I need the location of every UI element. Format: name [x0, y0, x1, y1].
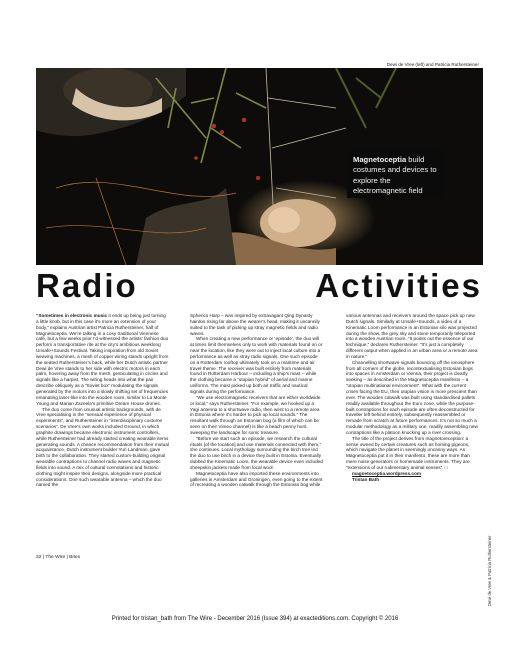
photo-credit: Dewi de Vree (left) and Patricia Ruthersteiner: [386, 62, 479, 67]
article-column-3: [346, 313, 479, 553]
paragraph: [346, 313, 479, 360]
photo-caption: [347, 148, 445, 198]
photo-caption-bold: Magnetoceptia: [353, 155, 407, 164]
headline-word-1: Radio: [36, 267, 138, 304]
paragraph: [190, 395, 323, 436]
article-column-1: [36, 313, 169, 553]
paragraph-lead: “Sometimes in electronic music: [36, 313, 108, 318]
paragraph: [190, 471, 323, 489]
paragraph: [190, 336, 323, 394]
paragraph: [36, 313, 169, 407]
paragraph: [346, 436, 479, 471]
article-headline: [36, 268, 482, 304]
paragraph-text: The duo come from unusual artistic backgrounds, with de Vree specialising in the “sensual experience of physical experiments”, and Ruthersteiner in “interdisciplinary costume scenarios”. De Vree’s own works included Ground, in which graphite drawings became electronic instrument controllers, while Ruthersteiner had already started creating wearable items generating sounds. A chance recommendation from their mutual acquaintance, Dutch instrument builder Yuri Landman, gave birth to the collaboration. They started custom-building original wearable contraptions to channel radio waves and magnetic fields into sound. A mix of cultural connotations and historic clothing might inspire their designs, alongside more practical considerations. One such wearable antenna – which the duo named the: [36, 406, 169, 488]
paragraph-text: it ends up being just turning a little knob, but in this case it’s more an extension of your body,” explains Austrian artist Patricia Ruthersteiner, half of Magnetoceptia. We’re talking in a cosy traditional Viennese café, but a few weeks prior I’d witnessed the artists’ fashion duo perform a transportative rite at the city’s ambitious weeklong Unsafe+Sounds Festival. Taking inspiration from old Soviet weaving machines, a mesh of copper wiring stands upright from the seated Ruthersteiner’s back, while her Dutch artistic partner Dewi de Vree stands to her side with electric motors in each palm, hovering away from the mesh, gesticulating in circles and signals like a harpist. The wiring heads into what the pair describe obliquely as a “Soviet box” modulating the signals generated by the motors into a slowly shifting set of frequencies emanating laser-like into the wooden room, similar to La Monte Young and Marian Zazeela’s primitive Dream House drones.: [36, 313, 169, 406]
paragraph: [346, 360, 479, 436]
article-column-2: [190, 313, 323, 553]
paragraph: [190, 436, 323, 471]
byline-line: [346, 477, 479, 483]
paragraph: [190, 313, 323, 336]
paragraph-text: When creating a new performance or ‘episode’, the duo will at times limit themselves only to work with materials found on or near the location, like they were out to inject local culture into a performance as well as stray radio signals. One such episode on a Rotterdam rooftop ultimately took on a maritime and air travel theme. The receiver was built entirely from materials found in Rotterdam Harbour – including a ship’s mast – while the clothing became a “utopian hybrid” of aerial and marine uniforms. The mast picked up both air traffic and nautical signals during the performance.: [190, 336, 323, 394]
paragraph-text: Channelling shortwave signals bouncing off the ionosphere from all corners of the globe, recontextualising Estonian bogs into spaces in Amsterdam or Vienna, their project is clearly seeking – as described in the Magnetoceptia manifesto – a “utopian multinational environment”. What with the current crises facing the EU, their utopian vision is more prescient than ever. The wooden catwalk was built using standardised pallets readily available throughout the Euro zone, while the purpose-built contraptions for each episode are often deconstructed for traveller left behind entirely, subsequently reassembled or remade from scratch at future performances. It’s not so much a modular methodology as a military one, readily assembling new contraptions like a platoon knocking up a river crossing.: [346, 359, 478, 435]
paragraph-text: The title of the project derives from magnetoreception: a sense owned by certain creatures such as homing pigeons, which navigate the planet in seemingly uncanny ways. As Magnetoceptia put it in their manifesto, these are more than mere noise generators or homemade instruments. They are “extensions of our rudimentary animal senses”. □: [346, 435, 470, 470]
paragraph-text: various antennas and receivers around the space pick up new Dutch signals. Similarly at Unsafe+Sounds, a video of a Kinematic Loom performance in an Estonian silo was projected during the show, the grey sky and stone temporarily teleported into a wooden Austrian room. “It points out the essence of our technique,” declares Ruthersteiner. “It’s just a completely different output when applied in an urban area or a remote area in nature.”: [346, 313, 478, 359]
paragraph-text: Spherics Harp – was inspired by extravagant Qing Dynasty hairdos rising far above the wearer’s head, making it uncannily suited to the task of picking up stray magnetic fields and radio waves.: [190, 313, 320, 336]
paragraph-text: Magnetoceptia have also imported these environments into galleries in Amsterdam and Groningen, even going to the extent of recreating a wooden catwalk through the Estonian bog while: [190, 470, 323, 488]
photo-caption-text: build costumes and devices to explore the electromagnetic field: [353, 155, 437, 196]
headline-word-2: Activities: [315, 267, 482, 304]
paragraph-text: “Before we start such an episode, we research the cultural rituals [of the location] and use materials connected with them,” she continues. Local mythology surrounding the birch tree led the duo to use birch in a device they built in Estonia. Eventually dubbed the Kinematic Loom, the wearable device even included sheepskin jackets made from local wool.: [190, 435, 323, 470]
website-link[interactable]: magnetoceptia.wordpress.com: [352, 470, 422, 476]
author-byline: Tristan Bath: [352, 476, 380, 482]
paragraph-text: “We use electromagnetic receivers that are either worldwide or local,” says Ruthersteiner. “For example, we hooked up a Yagi antenna to a shortwave radio, then went to a remote area in Estonia where it’s harder to pick up local sounds.” The resultant walk through an Estonian bog (a film of which can be seen on their Vimeo channel) is like a beach penny hunt, sweeping the landscape for sonic treasure.: [190, 394, 321, 435]
vertical-photo-credit: Dewi de Vree & Patricia Ruthersteiner: [487, 535, 492, 606]
page-folio: 32 | The Wire | Bites: [36, 555, 81, 560]
paragraph: [36, 407, 169, 489]
print-footer: Printed for tristan_bath from The Wire - December 2016 (Issue 394) at exacteditions.com. Copyright © 2016: [111, 616, 399, 622]
